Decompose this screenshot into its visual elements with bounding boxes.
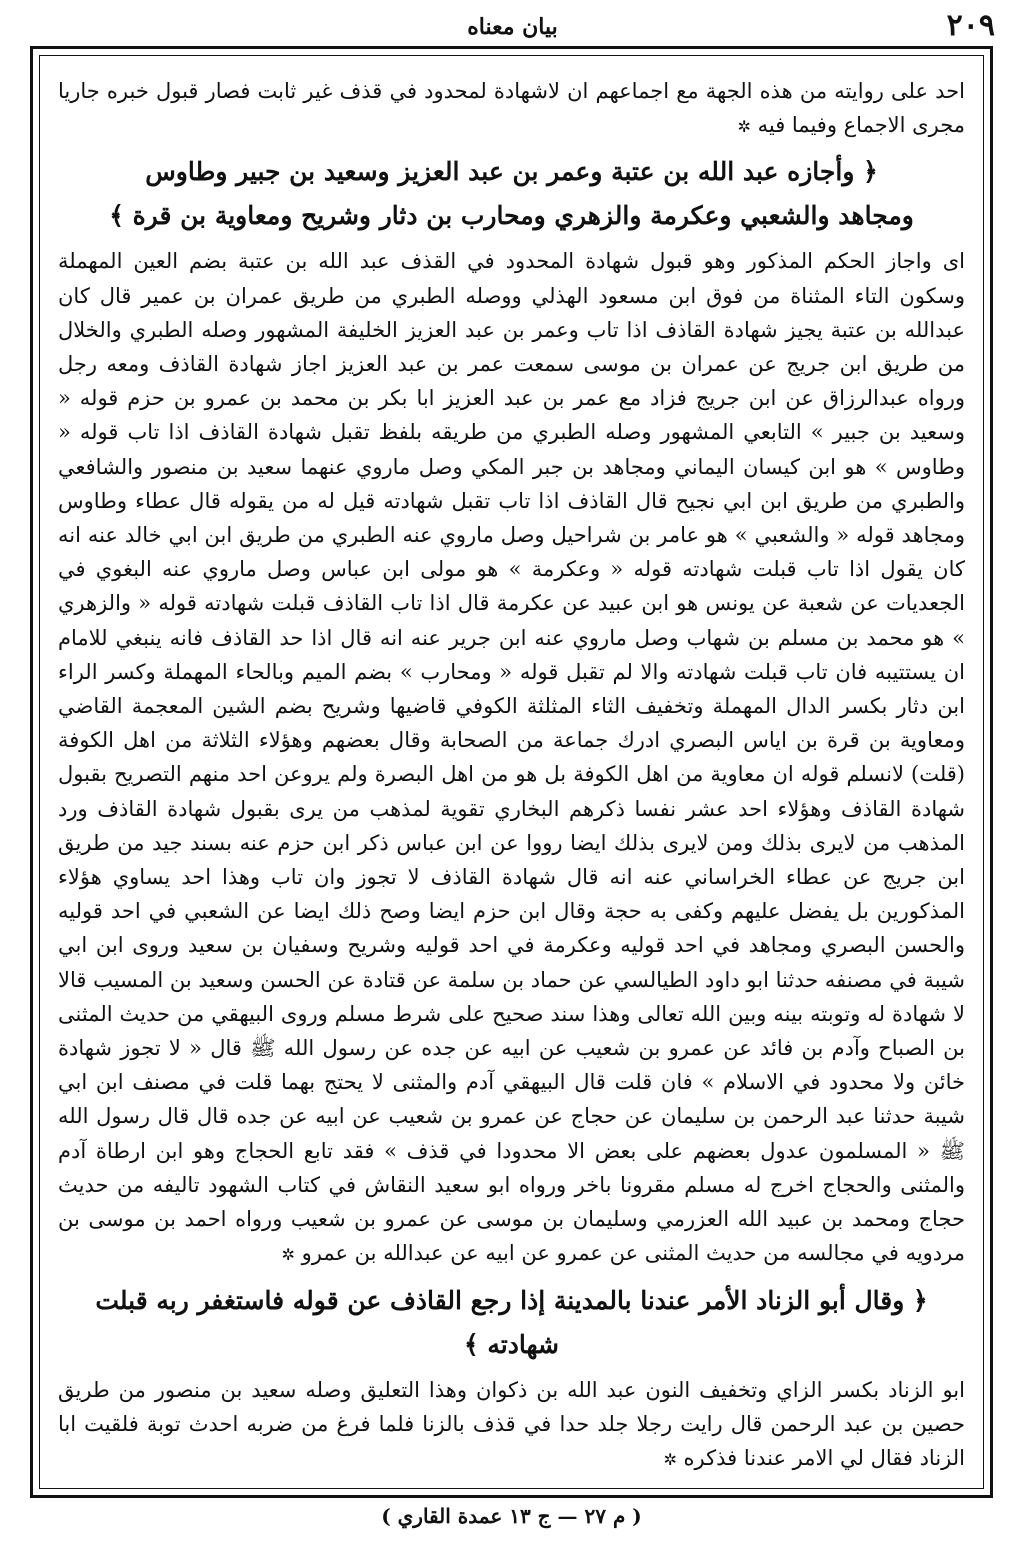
- matn-line-2: ومجاهد والشعبي وعكرمة والزهري ومحارب بن دثار وشريح ومعاوية بن قرة: [132, 201, 914, 231]
- commentary-paragraph-2: [58, 244, 965, 1272]
- commentary-paragraph-1: [58, 74, 965, 144]
- bracket-close-icon: ﴾: [109, 201, 124, 231]
- running-title: بيان معناه: [467, 14, 558, 40]
- bracket-close-icon: ﴾: [464, 1329, 479, 1359]
- end-mark-icon: ✲: [281, 1245, 295, 1265]
- footer-signature: ( م ٢٧ — ج ١٣ عمدة القاري ): [381, 1504, 642, 1528]
- bracket-open-icon: ﴿: [863, 157, 878, 187]
- bracket-open-icon: ﴿: [913, 1285, 928, 1315]
- end-mark-icon: ✲: [737, 117, 751, 137]
- commentary-text: اى واجاز الحكم المذكور وهو قبول شهادة المحدود في القذف عبد الله بن عتبة بضم العين المهملة وسكون التاء المثناة من فوق ابن مسعود الهذلي ووصله الطبري من طريق عمران بن عمير قال كان عبدالله بن عتبة يجيز شهادة القاذف اذا تاب وعمر بن عبد العزيز الخليفة المشهور وصله الطبري والخلال من طريق ابن جريج عن عمران بن موسى سمعت عمر بن عبد العزيز اجاز شهادة القاذف ومعه رجل ورواه عبدالرزاق عن ابن جريج فزاد مع عمر بن عبد العزيز ابا بكر بن محمد بن عمرو بن حزم قوله « وسعيد بن جبير » التابعي المشهور وصله الطبري من طريقه بلفظ تقبل شهادة القاذف اذا تاب قوله « وطاوس » هو ابن كيسان اليماني ومجاهد بن جبر المكي وصل ماروي عنهما سعيد بن منصور والشافعي والطبري من طريق ابن ابي نجيح قال القاذف اذا تاب تقبل شهادته قيل له من يقوله قال عطاء وطاوس ومجاهد قوله « والشعبي » هو عامر بن شراحيل وصل ماروي عنه الطبري من طريق ابن ابي خالد عنه انه كان يقول اذا تاب قبلت شهادته قوله « وعكرمة » هو مولى ابن عباس وصل ماروي عنه البغوي في الجعديات عن شعبة عن يونس هو ابن عبيد عن عكرمة قال اذا تاب القاذف قبلت شهادته قوله « والزهري » هو محمد بن مسلم بن شهاب وصل ماروي عنه ابن جرير عنه انه قال اذا حد القاذف فانه ينبغي للامام ان يستتيبه فان تاب قبلت شهادته والا لم تقبل قوله « ومحارب » بضم الميم وبالحاء المهملة وكسر الراء ابن دثار بكسر الدال المهملة وتخفيف الثاء المثلثة الكوفي قاضيها وشريح بضم الشين المعجمة القاضي ومعاوية بن قرة بن اياس البصري ادرك جماعة من الصحابة وقال بعضهم وهؤلاء الثلاثة من اهل الكوفة (قلت) لانسلم قوله ان معاوية من اهل الكوفة بل هو من اهل البصرة ولم يروعن احد منهم التصريح بقبول شهادة القاذف وهؤلاء احد عشر نفسا ذكرهم البخاري تقوية لمذهب من يرى بقبول شهادة القاذف ورد المذهب من لايرى بذلك ومن لايرى بذلك ايضا رووا عن ابن عباس ذكر ابن حزم عنه بسند جيد من طريق ابن جريج عن عطاء الخراساني عنه انه قال شهادة القاذف لا تجوز وان تاب وهذا احد يساوي هؤلاء المذكورين بل يفضل عليهم وكفى به حجة وقال ابن حزم ايضا وصح ذلك ايضا عن الشعبي في احد قوليه والحسن البصري ومجاهد في احد قوليه وعكرمة في احد قوليه وشريح وسفيان بن سعيد وروى ابن ابي شيبة في مصنفه حدثنا ابو داود الطيالسي عن حماد بن سلمة عن قتادة عن الحسن وسعيد بن المسيب قالا لا شهادة له وتوبته بينه وبين الله تعالى وهذا سند صحيح على شرط مسلم وروى البيهقي من حديث المثنى بن الصباح وآدم بن فائد عن عمرو بن شعيب عن ابيه عن جده عن رسول الله ﷺ قال « لا تجوز شهادة خائن ولا محدود في الاسلام » فان قلت قال البيهقي آدم والمثنى لا يحتج بهما قلت في مصنف ابن ابي شيبة حدثنا عبد الرحمن بن سليمان عن حجاج عن عمرو بن شعيب عن ابيه عن جده قال قال رسول الله ﷺ « المسلمون عدول بعضهم على بعض الا محدودا في قذف » فقد تابع الحجاج وهو ابن ارطاة آدم والمثنى والحجاج اخرج له مسلم مقرونا باخر ورواه ابو سعيد النقاش في كتاب الشهود تاليفه من حديث حجاج ومحمد بن عبيد الله العزرمي وسليمان بن موسى عن عمرو بن شعيب ورواه احمد بن موسى بن مردويه في مجالسه من حديث المثنى عن عمرو عن ابيه عن عبدالله بن عمرو: [58, 249, 965, 1266]
- page-footer: [30, 1504, 993, 1534]
- matn-passage-1: [58, 150, 965, 238]
- matn-line-1: وأجازه عبد الله بن عتبة وعمر بن عبد العزيز وسعيد بن جبير وطاوس: [145, 157, 855, 187]
- matn-line: وقال أبو الزناد الأمر عندنا بالمدينة إذا رجع القاذف عن قوله فاستغفر ربه قبلت شهادته: [95, 1285, 905, 1359]
- end-mark-icon: ✲: [663, 1449, 677, 1469]
- commentary-text: ابو الزناد بكسر الزاي وتخفيف النون عبد الله بن ذكوان وهذا التعليق وصله سعيد بن منصور من طريق حصين بن عبد الرحمن قال رايت رجلا جلد حدا في قذف بالزنا فلما فرغ من ضربه احدث توبة فلقيت ابا الزناد فقال لي الامر عندنا فذكره: [58, 1377, 965, 1470]
- matn-passage-2: [58, 1279, 965, 1367]
- page-number: ٢٠٩: [946, 8, 995, 43]
- page-header: [30, 8, 995, 48]
- page-frame: [30, 46, 993, 1498]
- commentary-text: احد على روايته من هذه الجهة مع اجماعهم ان لاشهادة لمحدود في قذف غير ثابت فصار قبول خبره جاريا مجرى الاجماع وفيما فيه: [58, 79, 965, 138]
- text-block: [39, 55, 984, 1489]
- commentary-paragraph-3: [58, 1373, 965, 1478]
